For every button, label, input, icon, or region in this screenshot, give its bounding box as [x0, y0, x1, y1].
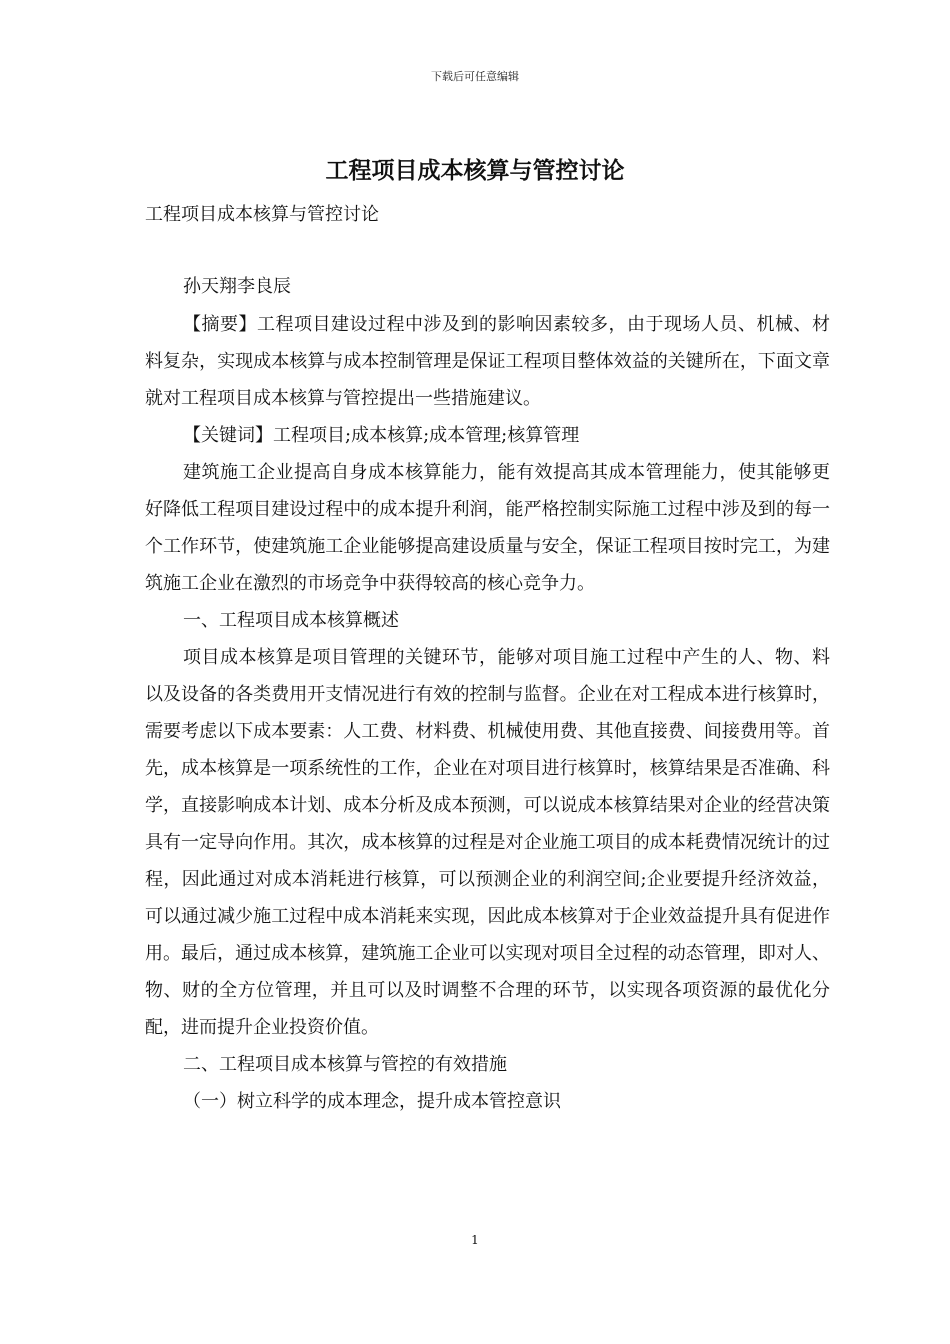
- subsection-heading-2-1: （一）树立科学的成本理念，提升成本管控意识: [183, 1091, 561, 1112]
- section-heading-2: 二、工程项目成本核算与管控的有效措施: [183, 1054, 507, 1075]
- page-number: 1: [471, 1233, 479, 1247]
- section-1-paragraph: 项目成本核算是项目管理的关键环节，能够对项目施工过程中产生的人、物、料以及设备的各类费用开支情况进行有效的控制与监督。企业在对工程成本进行核算时，需要考虑以下成本要素：人工费、材料费、机械使用费、其他直接费、间接费用等。首先，成本核算是一项系统性的工作，企业在对项目进行核算时，核算结果是否准确、科学，直接影响成本计划、成本分析及成本预测，可以说成本核算结果对企业的经营决策具有一定导向作用。其次，成本核算的过程是对企业施工项目的成本耗费情况统计的过程，因此通过对成本消耗进行核算，可以预测企业的利润空间;企业要提升经济效益，可以通过减少施工过程中成本消耗来实现，因此成本核算对于企业效益提升具有促进作用。最后，通过成本核算，建筑施工企业可以实现对项目全过程的动态管理，即对人、物、财的全方位管理，并且可以及时调整不合理的环节，以实现各项资源的最优化分配，进而提升企业投资价值。: [145, 647, 830, 1038]
- document-subtitle: 工程项目成本核算与管控讨论: [145, 204, 379, 225]
- document-body: [145, 306, 830, 1120]
- intro-paragraph: 建筑施工企业提高自身成本核算能力，能有效提高其成本管理能力，使其能够更好降低工程项目建设过程中的成本提升利润，能严格控制实际施工过程中涉及到的每一个工作环节，使建筑施工企业能够提高建设质量与安全，保证工程项目按时完工，为建筑施工企业在激烈的市场竞争中获得较高的核心竞争力。: [145, 462, 830, 594]
- section-heading-1: 一、工程项目成本核算概述: [183, 610, 399, 631]
- abstract-paragraph: 【摘要】工程项目建设过程中涉及到的影响因素较多，由于现场人员、机械、材料复杂，实现成本核算与成本控制管理是保证工程项目整体效益的关键所在，下面文章就对工程项目成本核算与管控提出一些措施建议。: [145, 314, 830, 409]
- document-title: 工程项目成本核算与管控讨论: [325, 158, 625, 184]
- authors-block: [145, 268, 830, 305]
- page-header: 下载后可任意编辑: [431, 70, 519, 83]
- keywords-paragraph: 【关键词】工程项目;成本核算;成本管理;核算管理: [183, 425, 580, 446]
- authors-line: 孙天翔李良辰: [183, 276, 291, 297]
